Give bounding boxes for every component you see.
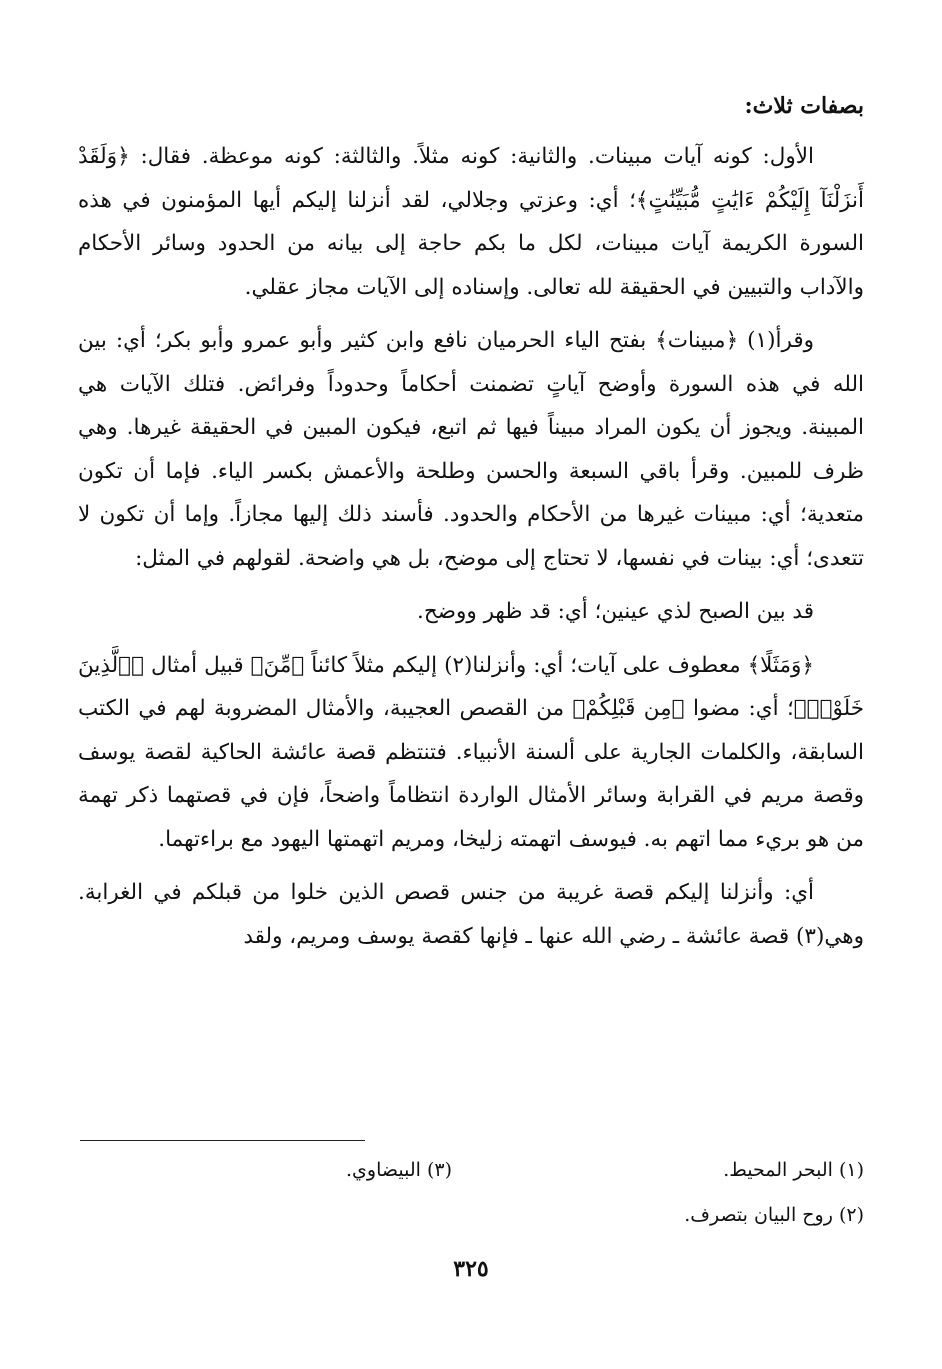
footnote-2: (٢) روح البيان بتصرف. bbox=[684, 1204, 864, 1226]
paragraph-2: وقرأ(١) ﴿مبينات﴾ بفتح الياء الحرميان نافع وابن كثير وأبو عمرو وأبو بكر؛ أي: بين الله في هذه السورة وأوضح آياتٍ تضمنت أحكاماً وحدوداً وفرائض. فتلك الآيات هي المبينة. ويجوز أن يكون المراد مبيناً فيها ثم اتبع، فيكون المبين في الحقيقة غيرها. وهي ظرف للمبين. وقرأ باقي السبعة والحسن وطلحة والأعمش بكسر الياء. فإما أن تكون متعدية؛ أي: مبينات غيرها من الأحكام والحدود. فأسند ذلك إليها مجازاً. وإما أن تكون لا تتعدى؛ أي: بينات في نفسها، لا تحتاج إلى موضح، بل هي واضحة. لقولهم في المثل: bbox=[78, 328, 864, 571]
paragraph-1: الأول: كونه آيات مبينات. والثانية: كونه مثلاً. والثالثة: كونه موعظة. فقال: ﴿وَلَقَدْ أَنزَلْنَآ إِلَيْكُمْ ءَايَٰتٍ مُّبَيِّنَٰتٍ﴾؛ أي: وعزتي وجلالي، لقد أنزلنا إليكم أيها المؤمنون في هذه السورة الكريمة آيات مبينات، لكل ما بكم حاجة إلى بيانه من الحدود وسائر الأحكام والآداب والتبيين في الحقيقة لله تعالى. وإسناده إلى الآيات مجاز عقلي. bbox=[78, 144, 864, 300]
page-number: ٣٢٥ bbox=[453, 1256, 489, 1282]
paragraph-5: أي: وأنزلنا إليكم قصة غريبة من جنس قصص الذين خلوا من قبلكم في الغرابة. وهي(٣) قصة عائشة ـ رضي الله عنها ـ فإنها كقصة يوسف ومريم، ولقد bbox=[78, 880, 864, 949]
footnote-separator bbox=[80, 1140, 365, 1141]
section-heading: بصفات ثلاث: bbox=[744, 93, 864, 119]
paragraph-4: ﴿وَمَثَلًا﴾ معطوف على آيات؛ أي: وأنزلنا(٢) إليكم مثلاً كائناً ﴿مِّنَ﴾ قبيل أمثال ﴿ٱلَّذِينَ خَلَوْا۟﴾؛ أي: مضوا ﴿مِن قَبْلِكُمْ﴾ من القصص العجيبة، والأمثال المضروبة لهم في الكتب السابقة، والكلمات الجارية على ألسنة الأنبياء. فتنتظم قصة عائشة الحاكية لقصة يوسف وقصة مريم في القرابة وسائر الأمثال الواردة انتظاماً واضحاً، فإن في قصتهما ذكر تهمة من هو بريء مما اتهم به. فيوسف اتهمته زليخا، ومريم اتهمتها اليهود مع براءتهما. bbox=[78, 652, 864, 852]
paragraph-3: قد بين الصبح لذي عينين؛ أي: قد ظهر ووضح. bbox=[417, 599, 814, 624]
footnote-3: (٣) البيضاوي. bbox=[346, 1159, 452, 1181]
body-text bbox=[78, 135, 864, 958]
footnote-1: (١) البحر المحيط. bbox=[723, 1159, 864, 1181]
